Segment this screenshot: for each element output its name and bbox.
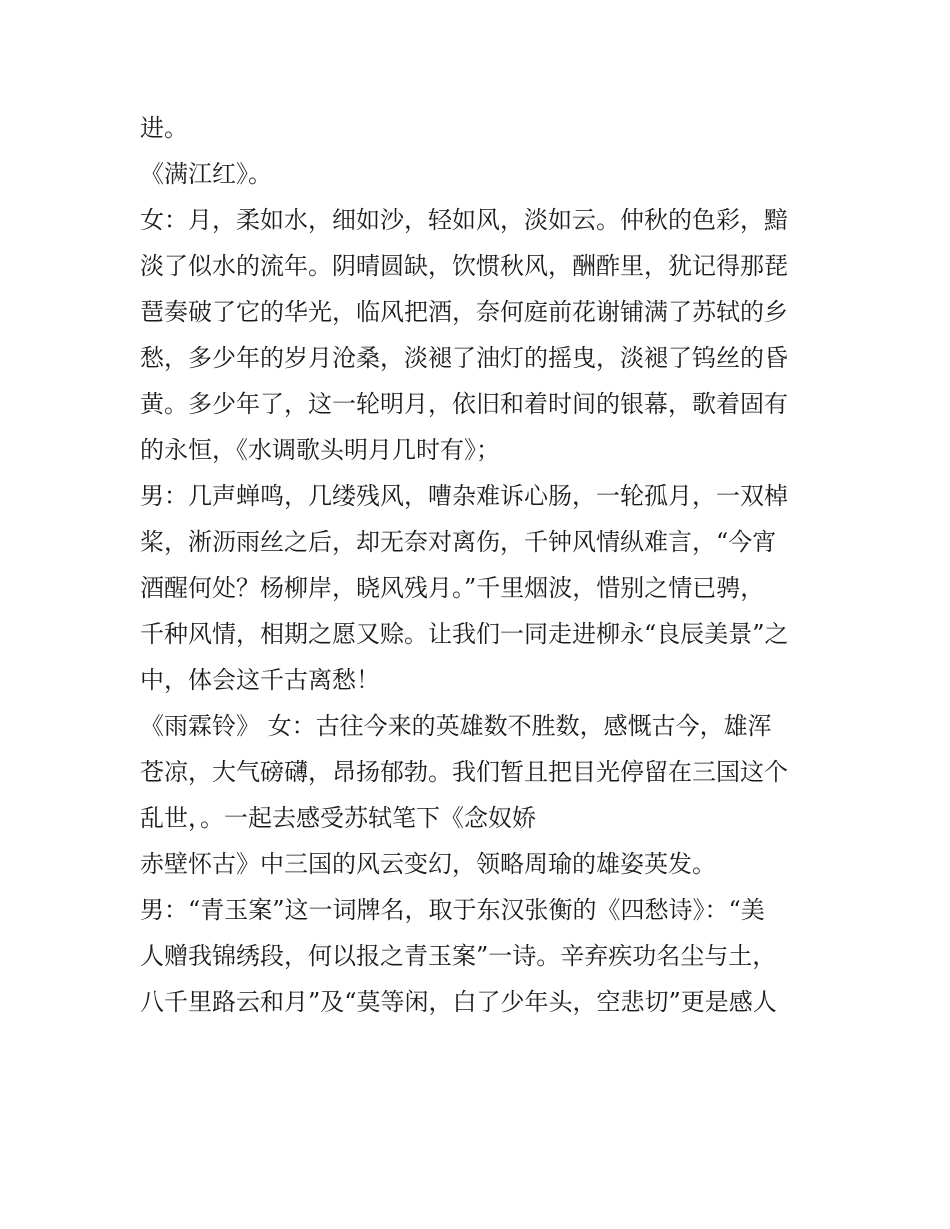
text-line: 人赠我锦绣段，何以报之青玉案”一诗。辛弃疾功名尘与土， — [140, 942, 777, 970]
text-line: 黄。多少年了，这一轮明月，依旧和着时间的银幕，歌着固有 — [140, 390, 788, 418]
text-line: 桨，淅沥雨丝之后，却无奈对离伤，千钟风情纵难言，“今宵 — [140, 528, 777, 556]
text-line: 酒醒何处？杨柳岸，晓风残月。”千里烟波，惜别之情已骋， — [140, 574, 765, 602]
text-line: 苍凉，大气磅礴，昂扬郁勃。我们暂且把目光停留在三国这个 — [140, 758, 788, 786]
text-line: 的永恒，《水调歌头明月几时有》； — [140, 436, 500, 464]
text-line: 男：“青玉案”这一词牌名，取于东汉张衡的《四愁诗》：“美 — [140, 896, 765, 924]
text-line: 愁，多少年的岁月沧桑，淡褪了油灯的摇曳，淡褪了钨丝的昏 — [140, 344, 788, 372]
text-line: 琶奏破了它的华光，临风把酒，奈何庭前花谢铺满了苏轼的乡 — [140, 298, 788, 326]
text-line: 女：月，柔如水，细如沙，轻如风，淡如云。仲秋的色彩，黯 — [140, 206, 788, 234]
text-line: 淡了似水的流年。阴晴圆缺，饮惯秋风，酬酢里，犹记得那琵 — [140, 252, 788, 280]
text-line: 《雨霖铃》 女：古往今来的英雄数不胜数，感慨古今，雄浑 — [140, 712, 772, 740]
text-line: 《满江红》。 — [140, 160, 272, 188]
text-line: 千种风情，相期之愿又赊。让我们一同走进柳永“良辰美景”之 — [140, 620, 789, 648]
text-line: 赤壁怀古》中三国的风云变幻，领略周瑜的雄姿英发。 — [140, 850, 716, 878]
text-line: 八千里路云和月”及“莫等闲，白了少年头，空悲切”更是感人 — [140, 988, 777, 1016]
text-line: 乱世，。一起去感受苏轼笔下《念奴娇 — [140, 804, 536, 832]
text-line: 男：几声蝉鸣，几缕残风，嘈杂难诉心肠，一轮孤月，一双棹 — [140, 482, 788, 510]
text-line: 进。 — [140, 114, 188, 142]
body-text — [140, 105, 820, 1025]
text-line: 中，体会这千古离愁！ — [140, 666, 380, 694]
